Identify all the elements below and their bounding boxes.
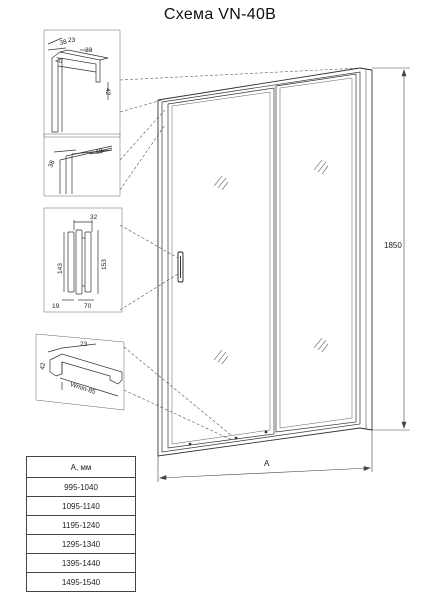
detail-handle — [44, 208, 122, 312]
door-handle — [178, 252, 183, 282]
leader-lines — [120, 68, 360, 440]
detail-middle-dim-38: 38 — [47, 159, 57, 169]
glass-panels — [168, 74, 356, 448]
detail-top-profile — [44, 30, 120, 137]
size-table-row: 1195-1240 — [27, 516, 136, 535]
detail-top-dim-42: 42 — [104, 88, 111, 96]
detail-bottom-dim-23: 23 — [80, 341, 88, 348]
height-label: 1850 — [384, 241, 402, 250]
door-frame — [158, 68, 372, 456]
size-table-row: 1395-1440 — [27, 554, 136, 573]
detail-bottom-dim-wmin: Wmin-85 — [69, 381, 97, 396]
size-table — [26, 456, 136, 592]
diagram-title: Схема VN-40B — [163, 6, 277, 23]
detail-top-dim-20: 20 — [54, 56, 64, 66]
size-table-row: 1295-1340 — [27, 535, 136, 554]
size-table-row: 995-1040 — [27, 478, 136, 497]
size-table-header: А, мм — [27, 457, 136, 478]
detail-handle-dim-32: 32 — [90, 214, 98, 221]
detail-middle-dim-18: 18 — [95, 147, 104, 156]
size-table-row: 1095-1140 — [27, 497, 136, 516]
glass-reflection-marks — [214, 160, 328, 364]
width-dimension — [158, 430, 372, 482]
detail-handle-dim-70: 70 — [84, 303, 92, 310]
detail-top-dim-23b: 23 — [85, 47, 93, 54]
detail-handle-dim-153: 153 — [101, 259, 108, 270]
detail-handle-dim-143: 143 — [57, 263, 64, 274]
detail-top-dim-23a: 23 — [68, 37, 76, 44]
size-table-row: 1495-1540 — [27, 573, 136, 592]
detail-top-dim-38: 38 — [58, 38, 68, 47]
detail-handle-dim-19: 19 — [52, 303, 60, 310]
detail-bottom-dim-42: 42 — [39, 362, 48, 371]
bottom-rollers — [189, 431, 268, 446]
detail-middle-profile — [44, 134, 120, 196]
width-label: A — [264, 459, 270, 468]
